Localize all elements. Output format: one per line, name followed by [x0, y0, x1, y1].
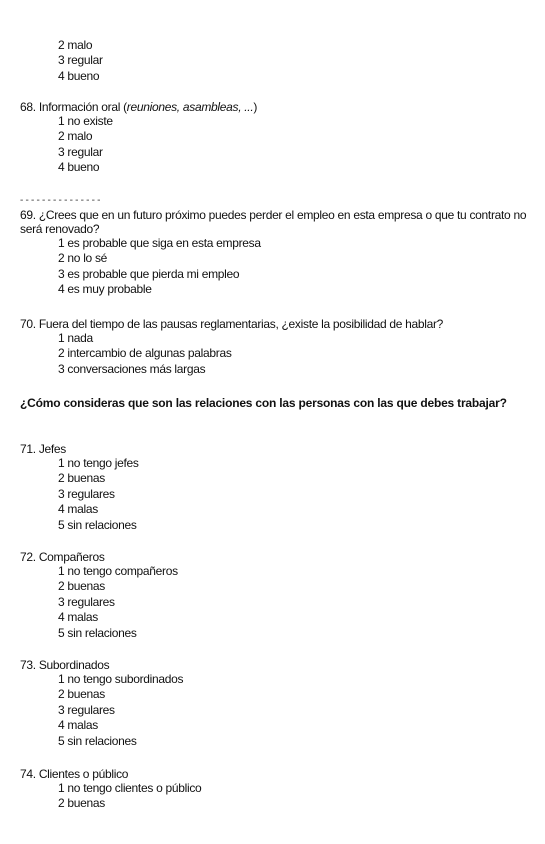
option: 1 es probable que siga en esta empresa [58, 236, 261, 250]
option: 2 buenas [58, 579, 105, 594]
question-74 [20, 767, 530, 812]
option: 3 regular [58, 144, 103, 159]
question-69 [20, 208, 530, 298]
option: 1 no tengo compañeros [58, 564, 178, 578]
option: 4 malas [58, 718, 98, 733]
option: 4 malas [58, 610, 98, 625]
question-text-close: ) [253, 100, 258, 114]
question-text: 68. Información oral ( [20, 100, 127, 114]
section-heading: ¿Cómo consideras que son las relaciones con las personas con las que debes trabajar? [20, 396, 507, 410]
option: 3 regulares [58, 702, 115, 717]
question-label: 72. Compañeros [20, 550, 105, 564]
question-70 [20, 317, 530, 377]
question-67-options [20, 38, 530, 84]
question-label: 74. Clientes o público [20, 767, 129, 781]
option: 2 malo [58, 38, 93, 52]
question-italic-text: reuniones, asambleas, ... [126, 100, 254, 114]
option: 3 regular [58, 53, 103, 68]
question-label: 70. Fuera del tiempo de las pausas reglamentarias, ¿existe la posibilidad de hablar? [20, 317, 444, 331]
option: 2 malo [58, 129, 93, 144]
option: 2 intercambio de algunas palabras [58, 346, 232, 361]
option: 3 es probable que pierda mi empleo [58, 266, 240, 281]
option: 3 conversaciones más largas [58, 361, 206, 376]
option: 1 no tengo jefes [58, 456, 139, 470]
question-72 [20, 550, 530, 641]
option: 4 bueno [58, 160, 100, 175]
option: 4 es muy probable [58, 282, 152, 297]
question-71 [20, 442, 530, 533]
question-73 [20, 658, 530, 749]
option: 2 buenas [58, 687, 105, 702]
option: 1 no tengo subordinados [58, 672, 184, 686]
question-label: 73. Subordinados [20, 658, 110, 672]
option: 2 buenas [58, 796, 105, 811]
option: 5 sin relaciones [58, 625, 137, 640]
question-label [20, 100, 530, 114]
option: 4 bueno [58, 68, 100, 83]
question-label: 71. Jefes [20, 442, 66, 456]
option: 1 no existe [58, 114, 113, 128]
option: 5 sin relaciones [58, 733, 137, 748]
option: 3 regulares [58, 486, 115, 501]
option: 1 no tengo clientes o público [58, 781, 202, 795]
option: 2 no lo sé [58, 251, 108, 266]
option: 2 buenas [58, 471, 105, 486]
option: 1 nada [58, 331, 93, 345]
option: 3 regulares [58, 594, 115, 609]
question-label: 69. ¿Crees que en un futuro próximo puedes perder el empleo en esta empresa o que tu contrato no será renovado? [20, 208, 527, 236]
option: 4 malas [58, 502, 98, 517]
separator-line: - - - - - - - - - - - - - - - [20, 195, 101, 206]
option: 5 sin relaciones [58, 517, 137, 532]
question-68 [20, 100, 530, 176]
